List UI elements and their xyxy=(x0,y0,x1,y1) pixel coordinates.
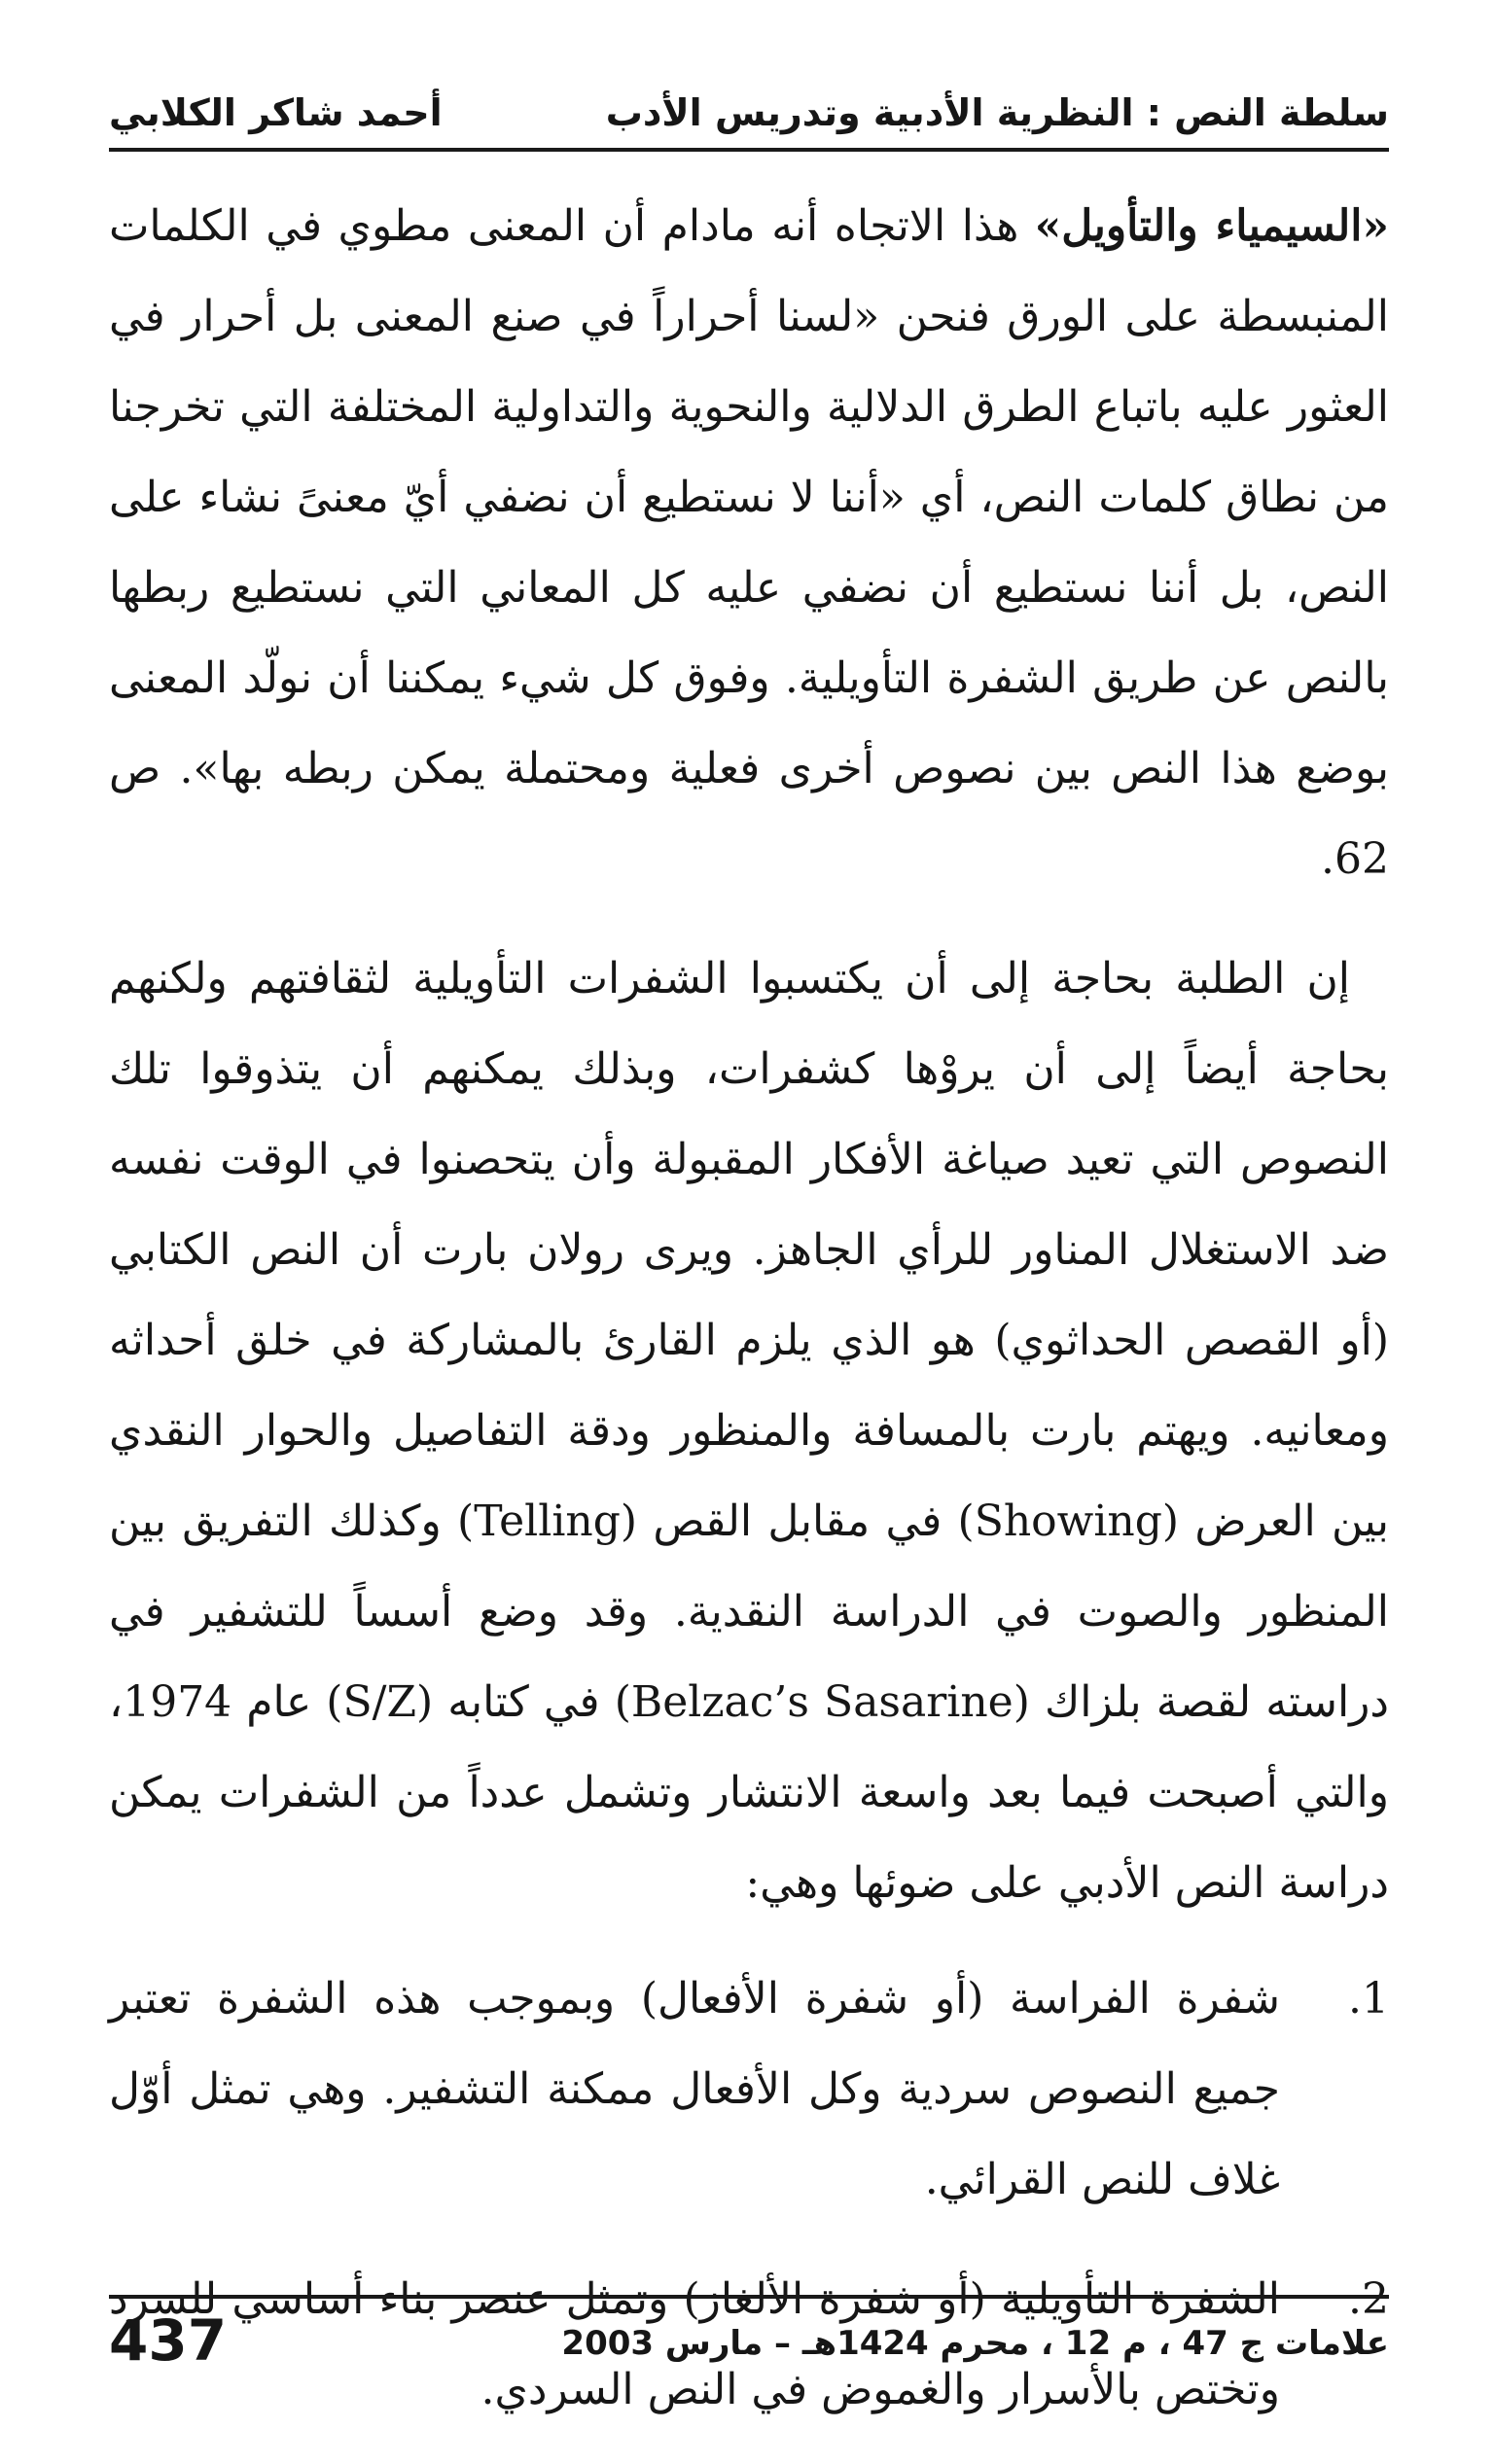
list-item-text: الشفرة التأويلية (أو شفرة الألغاز) وتمثل عنصر بناء أساسي للسرد وتختص بالأسرار والغموض في النص السردي. xyxy=(109,2274,1280,2414)
paragraph-2-part-1: إن الطلبة بحاجة إلى أن يكتسبوا الشفرات التأويلية لثقافتهم ولكنهم بحاجة أيضاً إلى أن يروْها كشفرات، وبذلك يمكنهم أن يتذوقوا تلك النصوص التي تعيد صياغة الأفكار المقبولة وأن يتحصنوا في الوقت نفسه ضد الاستغلال المناور للرأي الجاهز. ويرى رولان بارت أن النص الكتابي (أو القصص الحداثوي) هو الذي يلزم القارئ بالمشاركة في خلق أحداثه ومعانيه. ويهتم بارت بالمسافة والمنظور ودقة التفاصيل والحوار النقدي بين العرض ( xyxy=(109,954,1389,1546)
paragraph-1-text: هذا الاتجاه أنه مادام أن المعنى مطوي في الكلمات المنبسطة على الورق فنحن «لسنا أحراراً في صنع المعنى بل أحرار في العثور عليه باتباع الطرق الدلالية والنحوية والتداولية المختلفة التي تخرجنا من نطاق كلمات النص، أي «أننا لا نستطيع أن نضفي أيّ معنىً نشاء على النص، بل أننا نستطيع أن نضفي عليه كل المعاني التي نستطيع ربطها بالنص عن طريق الشفرة التأويلية. وفوق كل شيء يمكننا أن نولّد المعنى بوضع هذا النص بين نصوص أخرى فعلية ومحتملة يمكن ربطه بها». ص 62. xyxy=(109,201,1389,884)
list-item-number: 2. xyxy=(1348,2274,1389,2324)
paragraph-2-part-2: ) في مقابل القص ( xyxy=(620,1496,975,1546)
term-showing: Showing xyxy=(974,1496,1162,1546)
article-body xyxy=(109,181,1389,2464)
running-header xyxy=(109,76,1389,152)
list-item xyxy=(109,1954,1389,2225)
paragraph-2 xyxy=(109,933,1389,1928)
list-item-number: 1. xyxy=(1348,1974,1389,2024)
term-telling: Telling xyxy=(474,1496,621,1546)
author-name: أحمد شاكر الكلابي xyxy=(109,91,443,134)
term-belzac: Belzac’s Sasarine xyxy=(630,1677,1014,1727)
journal-info: علامات ج 47 ، م 12 ، محرم 1424هـ – مارس 2003 xyxy=(561,2324,1389,2363)
page-number: 437 xyxy=(109,2307,228,2374)
paragraph-2-part-4: ) في كتابه ( xyxy=(416,1677,631,1727)
paragraph-2-part-5: ) عام 1974، والتي أصبحت فيما بعد واسعة الانتشار وتشمل عدداً من الشفرات يمكن دراسة النص الأدبي على ضوئها وهي: xyxy=(109,1677,1389,1908)
quote-title: «السيمياء والتأويل» xyxy=(1034,201,1389,251)
paragraph-1 xyxy=(109,181,1389,904)
book-title: سلطة النص : النظرية الأدبية وتدريس الأدب xyxy=(605,91,1389,134)
footer-rule xyxy=(109,2295,1389,2299)
list-item-text: شفرة الفراسة (أو شفرة الأفعال) وبموجب هذه الشفرة تعتبر جميع النصوص سردية وكل الأفعال ممكنة التشفير. وهي تمثل أوّل غلاف للنص القرائي. xyxy=(109,1974,1280,2204)
paragraph-2-part-3: ) وكذلك التفريق بين المنظور والصوت في الدراسة النقدية. وقد وضع أسساً للتشفير في دراسته لقصة بلزاك ( xyxy=(109,1496,1390,1727)
term-sz: S/Z xyxy=(342,1677,417,1727)
